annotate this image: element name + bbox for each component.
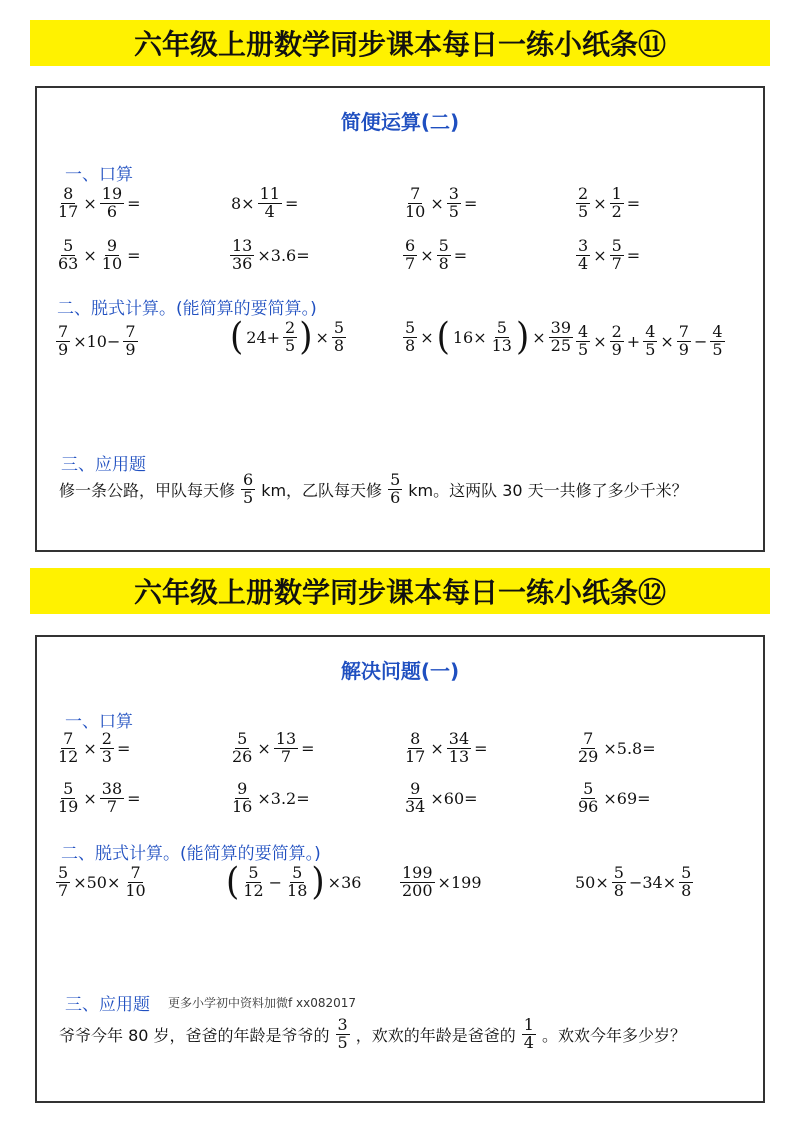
fraction xyxy=(403,731,427,766)
numerator: 7 xyxy=(583,729,594,748)
expression-text: × xyxy=(257,738,271,758)
expression-text: − xyxy=(693,331,708,351)
denominator: 8 xyxy=(438,253,449,273)
numerator: 199 xyxy=(402,863,433,882)
expression-text: = xyxy=(301,738,315,758)
parenthesis: ) xyxy=(515,315,530,360)
fraction xyxy=(274,731,298,766)
numerator: 2 xyxy=(101,729,112,748)
denominator: 7 xyxy=(58,880,69,900)
denominator: 4 xyxy=(523,1032,534,1052)
denominator: 13 xyxy=(491,335,512,355)
numerator: 4 xyxy=(645,322,656,341)
section-title: 解决问题(一) xyxy=(340,659,460,683)
fraction xyxy=(332,320,346,355)
oral-expr xyxy=(229,186,300,221)
parenthesis: ( xyxy=(436,315,450,360)
oral-expr xyxy=(229,238,312,273)
fraction xyxy=(403,186,427,221)
fraction xyxy=(610,324,624,359)
numerator: 8 xyxy=(410,729,421,748)
fraction xyxy=(710,324,724,359)
expression-text: ×199 xyxy=(437,872,482,892)
expression-text: ×36 xyxy=(327,872,362,892)
fraction xyxy=(388,472,402,507)
fraction xyxy=(447,186,461,221)
denominator: 3 xyxy=(101,746,112,766)
numerator: 7 xyxy=(58,322,69,341)
calc-expr xyxy=(402,315,574,360)
numerator: 7 xyxy=(678,322,689,341)
numerator: 5 xyxy=(613,863,624,882)
numerator: 11 xyxy=(259,184,280,203)
expression-text: ×60= xyxy=(430,788,478,808)
denominator: 5 xyxy=(578,201,589,221)
numerator: 5 xyxy=(63,779,74,798)
denominator: 4 xyxy=(264,201,275,221)
numerator: 5 xyxy=(405,318,416,337)
denominator: 9 xyxy=(125,339,136,359)
fraction xyxy=(56,186,80,221)
denominator: 17 xyxy=(405,746,426,766)
denominator: 7 xyxy=(106,796,118,816)
fraction xyxy=(643,324,657,359)
heading-calc: 二、脱式计算。(能简算的要简算。) xyxy=(57,299,317,319)
fraction xyxy=(285,865,309,900)
expression-text: km。这两队 30 天一共修了多少千米？ xyxy=(408,480,688,500)
denominator: 2 xyxy=(611,201,622,221)
numerator: 5 xyxy=(496,318,507,337)
fraction xyxy=(490,320,514,355)
expression-text: × xyxy=(593,331,607,351)
fraction xyxy=(437,238,451,273)
expression-text: × xyxy=(83,788,97,808)
numerator: 9 xyxy=(106,236,118,255)
word-problem xyxy=(57,472,690,507)
fraction xyxy=(679,865,693,900)
numerator: 8 xyxy=(63,184,74,203)
oral-expr xyxy=(55,186,143,221)
numerator: 7 xyxy=(130,863,141,882)
fraction xyxy=(522,1017,536,1052)
expression-text: = xyxy=(626,245,641,265)
expression-text: 8× xyxy=(231,193,255,213)
calc-expr xyxy=(225,860,363,905)
expression-text: 爷爷今年 80 岁，爸爸的年龄是爷爷的 xyxy=(59,1025,330,1045)
denominator: 16 xyxy=(232,796,253,816)
parenthesis: ( xyxy=(230,315,244,360)
fraction xyxy=(447,731,471,766)
denominator: 10 xyxy=(101,253,123,273)
expression-text: ×69= xyxy=(603,788,651,808)
oral-expr xyxy=(229,781,312,816)
heading-application-row xyxy=(65,990,356,1015)
fraction xyxy=(100,731,114,766)
denominator: 5 xyxy=(645,339,656,359)
denominator: 5 xyxy=(285,335,296,355)
fraction xyxy=(56,731,80,766)
denominator: 200 xyxy=(402,880,433,900)
fraction xyxy=(576,186,590,221)
oral-expr xyxy=(55,238,143,273)
denominator: 5 xyxy=(337,1032,348,1052)
expression-text: × xyxy=(420,327,434,347)
fraction xyxy=(100,186,124,221)
expression-text: ×5.8= xyxy=(603,738,656,758)
expression-text: × xyxy=(83,245,97,265)
contact-note: 更多小学初中资料加微f xx082017 xyxy=(168,996,357,1010)
banner-sheet-11: 六年级上册数学同步课本每日一练小纸条⑪ xyxy=(30,20,770,66)
fraction xyxy=(610,238,624,273)
calc-expr xyxy=(573,865,694,900)
numerator: 7 xyxy=(125,322,136,341)
numerator: 39 xyxy=(550,318,572,337)
numerator: 13 xyxy=(232,236,253,255)
numerator: 2 xyxy=(285,318,296,337)
expression-text: 50× xyxy=(575,872,609,892)
fraction xyxy=(283,320,297,355)
denominator: 7 xyxy=(611,253,622,273)
heading-oral: 一、口算 xyxy=(65,712,133,732)
oral-expr xyxy=(402,186,479,221)
denominator: 9 xyxy=(611,339,622,359)
numerator: 4 xyxy=(578,322,589,341)
denominator: 25 xyxy=(550,335,572,355)
denominator: 9 xyxy=(58,339,69,359)
numerator: 5 xyxy=(237,729,248,748)
calc-expr xyxy=(55,865,149,900)
numerator: 5 xyxy=(681,863,692,882)
numerator: 5 xyxy=(583,779,594,798)
numerator: 4 xyxy=(712,322,723,341)
expression-text: ×10− xyxy=(73,331,121,351)
expression-text: = xyxy=(284,193,299,213)
fraction xyxy=(258,186,282,221)
fraction xyxy=(400,865,435,900)
expression-text: = xyxy=(474,738,488,758)
numerator: 13 xyxy=(275,729,297,748)
expression-text: = xyxy=(116,738,131,758)
expression-text: × xyxy=(315,327,329,347)
parenthesis: ( xyxy=(226,860,240,905)
expression-text: × xyxy=(660,331,674,351)
denominator: 8 xyxy=(613,880,624,900)
denominator: 7 xyxy=(405,253,416,273)
fraction xyxy=(123,324,137,359)
fraction xyxy=(56,238,80,273)
expression-text: − xyxy=(268,872,283,892)
expression-text: × xyxy=(593,245,607,265)
expression-text: × xyxy=(532,327,546,347)
expression-text: × xyxy=(83,738,97,758)
numerator: 1 xyxy=(523,1015,534,1034)
fraction xyxy=(230,731,254,766)
expression-text: km，乙队每天修 xyxy=(261,480,383,500)
denominator: 29 xyxy=(578,746,599,766)
oral-expr xyxy=(575,731,658,766)
numerator: 34 xyxy=(448,729,470,748)
denominator: 12 xyxy=(243,880,264,900)
fraction xyxy=(403,320,417,355)
numerator: 2 xyxy=(578,184,589,203)
denominator: 5 xyxy=(712,339,723,359)
numerator: 5 xyxy=(333,318,345,337)
numerator: 1 xyxy=(611,184,622,203)
expression-text: 16× xyxy=(452,327,487,347)
numerator: 5 xyxy=(58,863,69,882)
fraction xyxy=(403,238,417,273)
expression-text: ×50× xyxy=(73,872,121,892)
expression-text: × xyxy=(430,193,444,213)
denominator: 36 xyxy=(232,253,253,273)
numerator: 3 xyxy=(337,1015,348,1034)
fraction xyxy=(576,731,600,766)
numerator: 19 xyxy=(101,184,123,203)
oral-expr xyxy=(402,238,469,273)
denominator: 12 xyxy=(58,746,79,766)
denominator: 19 xyxy=(58,796,79,816)
denominator: 7 xyxy=(280,746,292,766)
expression-text: = xyxy=(127,245,141,265)
fraction xyxy=(56,324,70,359)
denominator: 26 xyxy=(232,746,253,766)
expression-text: 修一条公路，甲队每天修 xyxy=(59,480,236,500)
heading-calc: 二、脱式计算。(能简算的要简算。) xyxy=(61,844,321,864)
heading-application: 三、应用题 xyxy=(61,455,146,475)
expression-text: 24+ xyxy=(246,327,281,347)
expression-text: = xyxy=(127,788,141,808)
expression-text: + xyxy=(626,331,641,351)
denominator: 6 xyxy=(106,201,118,221)
fraction xyxy=(241,472,255,507)
expression-text: × xyxy=(420,245,434,265)
denominator: 10 xyxy=(405,201,426,221)
fraction xyxy=(230,781,254,816)
denominator: 17 xyxy=(58,201,79,221)
fraction xyxy=(576,238,590,273)
numerator: 9 xyxy=(237,779,248,798)
fraction xyxy=(56,865,70,900)
numerator: 9 xyxy=(410,779,421,798)
numerator: 5 xyxy=(292,863,303,882)
numerator: 3 xyxy=(578,236,589,255)
section-title: 简便运算(二) xyxy=(340,110,460,134)
expression-text: = xyxy=(626,193,641,213)
expression-text: −34× xyxy=(628,872,677,892)
denominator: 10 xyxy=(125,880,146,900)
word-problem xyxy=(57,1017,688,1052)
oral-expr xyxy=(575,186,642,221)
denominator: 4 xyxy=(578,253,589,273)
worksheet-11 xyxy=(35,86,765,552)
fraction xyxy=(576,781,600,816)
fraction xyxy=(403,781,427,816)
calc-expr xyxy=(55,324,139,359)
expression-text: ×3.2= xyxy=(257,788,310,808)
expression-text: ，欢欢的年龄是爸爸的 xyxy=(355,1025,516,1045)
numerator: 5 xyxy=(63,236,74,255)
numerator: 7 xyxy=(63,729,74,748)
expression-text: = xyxy=(453,245,468,265)
expression-text: × xyxy=(430,738,444,758)
numerator: 5 xyxy=(438,236,449,255)
fraction xyxy=(677,324,691,359)
oral-expr xyxy=(575,781,653,816)
heading-oral: 一、口算 xyxy=(65,165,133,185)
oral-expr xyxy=(402,731,490,766)
numerator: 6 xyxy=(243,470,254,489)
calc-expr xyxy=(399,865,484,900)
expression-text: ×3.6= xyxy=(257,245,310,265)
parenthesis: ) xyxy=(299,315,313,360)
numerator: 6 xyxy=(405,236,416,255)
expression-text: × xyxy=(83,193,97,213)
fraction xyxy=(123,865,147,900)
denominator: 13 xyxy=(448,746,470,766)
oral-expr xyxy=(229,731,317,766)
denominator: 5 xyxy=(448,201,459,221)
fraction xyxy=(230,238,254,273)
fraction xyxy=(241,865,265,900)
fraction xyxy=(610,186,624,221)
denominator: 34 xyxy=(405,796,426,816)
heading-application: 三、应用题 xyxy=(65,995,150,1015)
oral-expr xyxy=(402,781,480,816)
denominator: 5 xyxy=(578,339,589,359)
fraction xyxy=(549,320,573,355)
denominator: 6 xyxy=(390,487,401,507)
oral-expr xyxy=(575,238,642,273)
numerator: 5 xyxy=(248,863,259,882)
expression-text: = xyxy=(463,193,478,213)
banner-sheet-12: 六年级上册数学同步课本每日一练小纸条⑫ xyxy=(30,568,770,614)
denominator: 9 xyxy=(678,339,689,359)
numerator: 7 xyxy=(410,184,421,203)
denominator: 8 xyxy=(333,335,345,355)
fraction xyxy=(612,865,626,900)
fraction xyxy=(100,238,124,273)
denominator: 63 xyxy=(58,253,79,273)
denominator: 18 xyxy=(287,880,308,900)
numerator: 38 xyxy=(101,779,123,798)
denominator: 8 xyxy=(681,880,692,900)
numerator: 5 xyxy=(390,470,401,489)
denominator: 8 xyxy=(405,335,416,355)
oral-expr xyxy=(55,731,132,766)
numerator: 5 xyxy=(611,236,622,255)
parenthesis: ) xyxy=(311,860,325,905)
expression-text: = xyxy=(127,193,141,213)
expression-text: 。欢欢今年多少岁？ xyxy=(541,1025,686,1045)
numerator: 3 xyxy=(448,184,459,203)
fraction xyxy=(336,1017,350,1052)
fraction xyxy=(56,781,80,816)
oral-expr xyxy=(55,781,143,816)
fraction xyxy=(576,324,590,359)
worksheet-12 xyxy=(35,635,765,1103)
expression-text: × xyxy=(593,193,607,213)
fraction xyxy=(100,781,124,816)
denominator: 5 xyxy=(243,487,254,507)
numerator: 2 xyxy=(611,322,622,341)
calc-expr xyxy=(229,315,347,360)
calc-expr xyxy=(575,324,726,359)
denominator: 96 xyxy=(578,796,599,816)
